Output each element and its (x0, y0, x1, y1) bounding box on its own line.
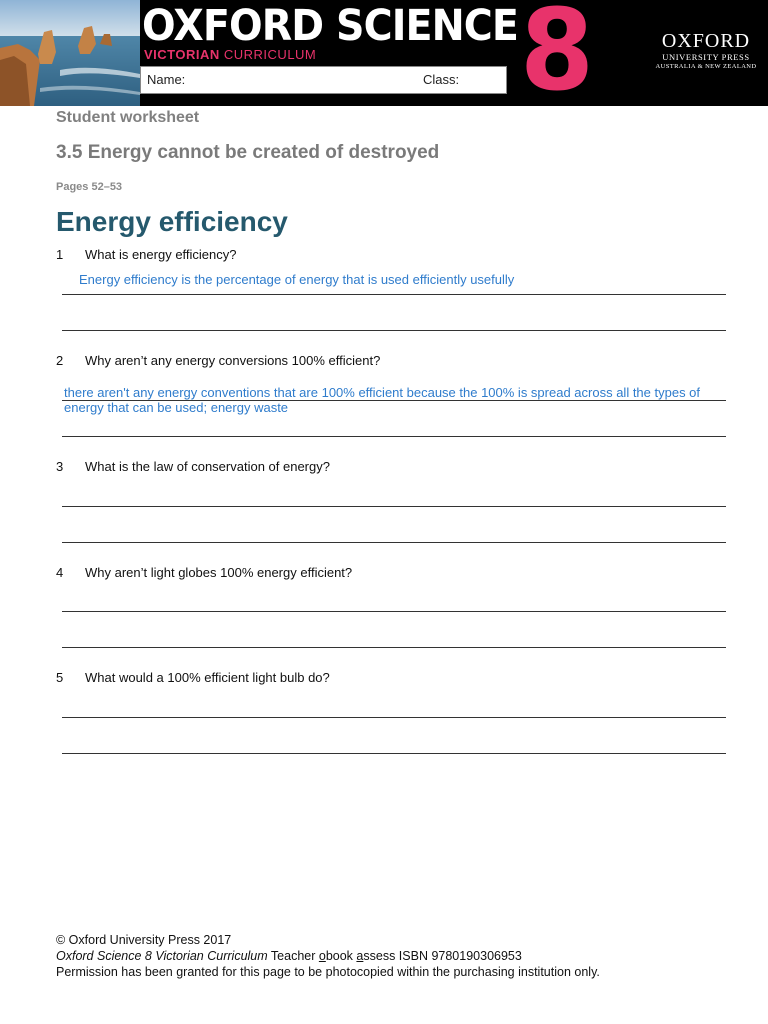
brand-subtitle-curriculum: CURRICULUM (219, 47, 317, 62)
year-level-number: 8 (520, 0, 595, 106)
answer-line (62, 436, 726, 437)
question-text: What is energy efficiency? (85, 247, 237, 262)
section-title: 3.5 Energy cannot be created of destroyed (56, 142, 440, 163)
answer-text: there aren't any energy conventions that are 100% efficient because the 100% is spread across all the types of (64, 385, 701, 400)
name-label: Name: (147, 72, 186, 87)
question-text: What is the law of conservation of energy? (85, 459, 330, 474)
answer-text: Energy efficiency is the percentage of energy that is used efficiently usefully (79, 272, 515, 287)
brand-subtitle (144, 47, 316, 63)
worksheet-title: Energy efficiency (56, 206, 288, 237)
publisher-logo (652, 30, 760, 71)
book-citation (56, 948, 600, 964)
question-number: 4 (56, 565, 64, 580)
question-number: 5 (56, 670, 64, 685)
coastline-photo (0, 0, 140, 106)
answer-line (62, 717, 726, 718)
question-text: What would a 100% efficient light bulb do? (85, 670, 330, 685)
publisher-region: AUSTRALIA & NEW ZEALAND (655, 63, 757, 70)
book-citation-part: o (318, 949, 326, 963)
brand-title: OXFORD SCIENCE (142, 1, 519, 51)
brand-subtitle-state: VICTORIAN (144, 47, 220, 62)
question-text: Why aren’t light globes 100% energy efficient? (85, 565, 353, 580)
name-class-box (140, 66, 507, 94)
book-citation-part: book (325, 949, 357, 963)
answer-line (62, 753, 726, 754)
publisher-press: UNIVERSITY PRESS (662, 52, 750, 62)
answer-line (62, 542, 726, 543)
book-citation-part: Teacher (267, 949, 319, 963)
answer-line (62, 330, 726, 331)
answer-line (62, 506, 726, 507)
page-reference: Pages 52–53 (56, 181, 123, 193)
question-number: 1 (56, 247, 64, 262)
answer-line (62, 647, 726, 648)
copyright-notice: © Oxford University Press 2017 (56, 933, 232, 947)
book-citation-part: a (356, 949, 364, 963)
question-text: Why aren’t any energy conversions 100% efficient? (85, 353, 381, 368)
permission-notice: Permission has been granted for this page to be photocopied within the purchasing institution only. (56, 965, 600, 979)
question-number: 2 (56, 353, 64, 368)
header-banner (0, 0, 768, 106)
book-citation-part: ssess ISBN 9780190306953 (363, 949, 522, 963)
footer (56, 932, 600, 980)
answer-line (62, 611, 726, 612)
class-label: Class: (423, 72, 460, 87)
answer-text: energy that can be used; energy waste (64, 400, 289, 415)
publisher-name: OXFORD (661, 30, 751, 52)
book-title: Oxford Science 8 Victorian Curriculum (56, 949, 268, 963)
question-number: 3 (56, 459, 64, 474)
document-type: Student worksheet (56, 109, 200, 126)
answer-line (62, 294, 726, 295)
